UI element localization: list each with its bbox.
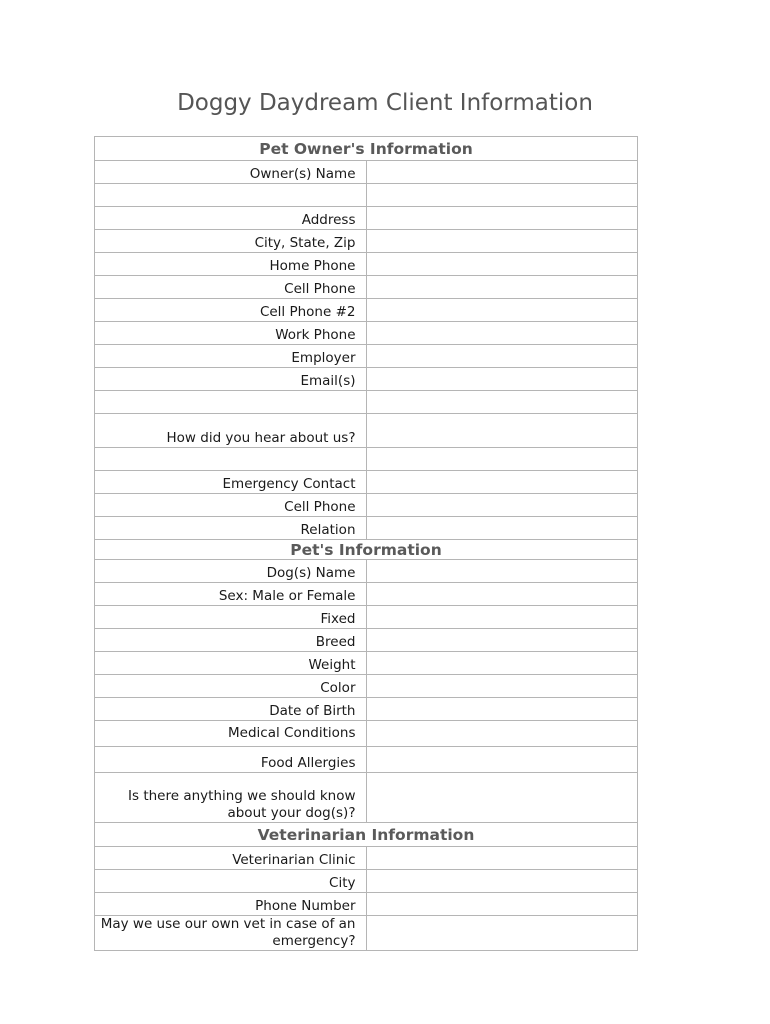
input-cell-phone-2[interactable] — [366, 299, 638, 322]
input-sex[interactable] — [366, 583, 638, 606]
input-email-2[interactable] — [366, 391, 638, 414]
input-fixed[interactable] — [366, 606, 638, 629]
input-anything-else[interactable] — [366, 773, 638, 823]
label-relation: Relation — [95, 517, 367, 540]
form-title: Doggy Daydream Client Information — [177, 90, 593, 116]
label-emergency-contact: Emergency Contact — [95, 471, 367, 494]
label-fixed: Fixed — [95, 606, 367, 629]
label-home-phone: Home Phone — [95, 253, 367, 276]
label-sex: Sex: Male or Female — [95, 583, 367, 606]
input-breed[interactable] — [366, 629, 638, 652]
label-emergency-cell: Cell Phone — [95, 494, 367, 517]
input-color[interactable] — [366, 675, 638, 698]
input-relation[interactable] — [366, 517, 638, 540]
label-employer: Employer — [95, 345, 367, 368]
section-header-pet: Pet's Information — [95, 540, 638, 560]
input-home-phone[interactable] — [366, 253, 638, 276]
label-vet-clinic: Veterinarian Clinic — [95, 847, 367, 870]
input-emergency-contact[interactable] — [366, 471, 638, 494]
label-breed: Breed — [95, 629, 367, 652]
client-info-form — [94, 136, 638, 951]
input-owner-name[interactable] — [366, 161, 638, 184]
label-owner-name: Owner(s) Name — [95, 161, 367, 184]
label-dog-name: Dog(s) Name — [95, 560, 367, 583]
input-vet-phone[interactable] — [366, 893, 638, 916]
label-address: Address — [95, 207, 367, 230]
label-email: Email(s) — [95, 368, 367, 391]
input-medical-conditions[interactable] — [366, 721, 638, 747]
input-weight[interactable] — [366, 652, 638, 675]
label-color: Color — [95, 675, 367, 698]
label-weight: Weight — [95, 652, 367, 675]
label-cell-phone-2: Cell Phone #2 — [95, 299, 367, 322]
input-work-phone[interactable] — [366, 322, 638, 345]
input-date-of-birth[interactable] — [366, 698, 638, 721]
label-blank-1 — [95, 184, 367, 207]
label-blank-2 — [95, 391, 367, 414]
input-employer[interactable] — [366, 345, 638, 368]
input-owner-name-2[interactable] — [366, 184, 638, 207]
label-medical-conditions: Medical Conditions — [95, 721, 367, 747]
label-city-state-zip: City, State, Zip — [95, 230, 367, 253]
label-vet-phone: Phone Number — [95, 893, 367, 916]
input-referral-2[interactable] — [366, 448, 638, 471]
label-date-of-birth: Date of Birth — [95, 698, 367, 721]
input-address[interactable] — [366, 207, 638, 230]
input-vet-clinic[interactable] — [366, 847, 638, 870]
input-emergency-cell[interactable] — [366, 494, 638, 517]
input-email[interactable] — [366, 368, 638, 391]
input-city-state-zip[interactable] — [366, 230, 638, 253]
input-cell-phone[interactable] — [366, 276, 638, 299]
input-own-vet[interactable] — [366, 916, 638, 951]
label-food-allergies: Food Allergies — [95, 747, 367, 773]
label-anything-else: Is there anything we should know about your dog(s)? — [95, 773, 367, 823]
label-blank-3 — [95, 448, 367, 471]
input-dog-name[interactable] — [366, 560, 638, 583]
label-vet-city: City — [95, 870, 367, 893]
label-own-vet: May we use our own vet in case of an emergency? — [95, 916, 367, 951]
input-referral[interactable] — [366, 414, 638, 448]
label-work-phone: Work Phone — [95, 322, 367, 345]
label-cell-phone: Cell Phone — [95, 276, 367, 299]
input-vet-city[interactable] — [366, 870, 638, 893]
section-header-owner: Pet Owner's Information — [95, 137, 638, 161]
label-referral: How did you hear about us? — [95, 414, 367, 448]
section-header-vet: Veterinarian Information — [95, 823, 638, 847]
input-food-allergies[interactable] — [366, 747, 638, 773]
